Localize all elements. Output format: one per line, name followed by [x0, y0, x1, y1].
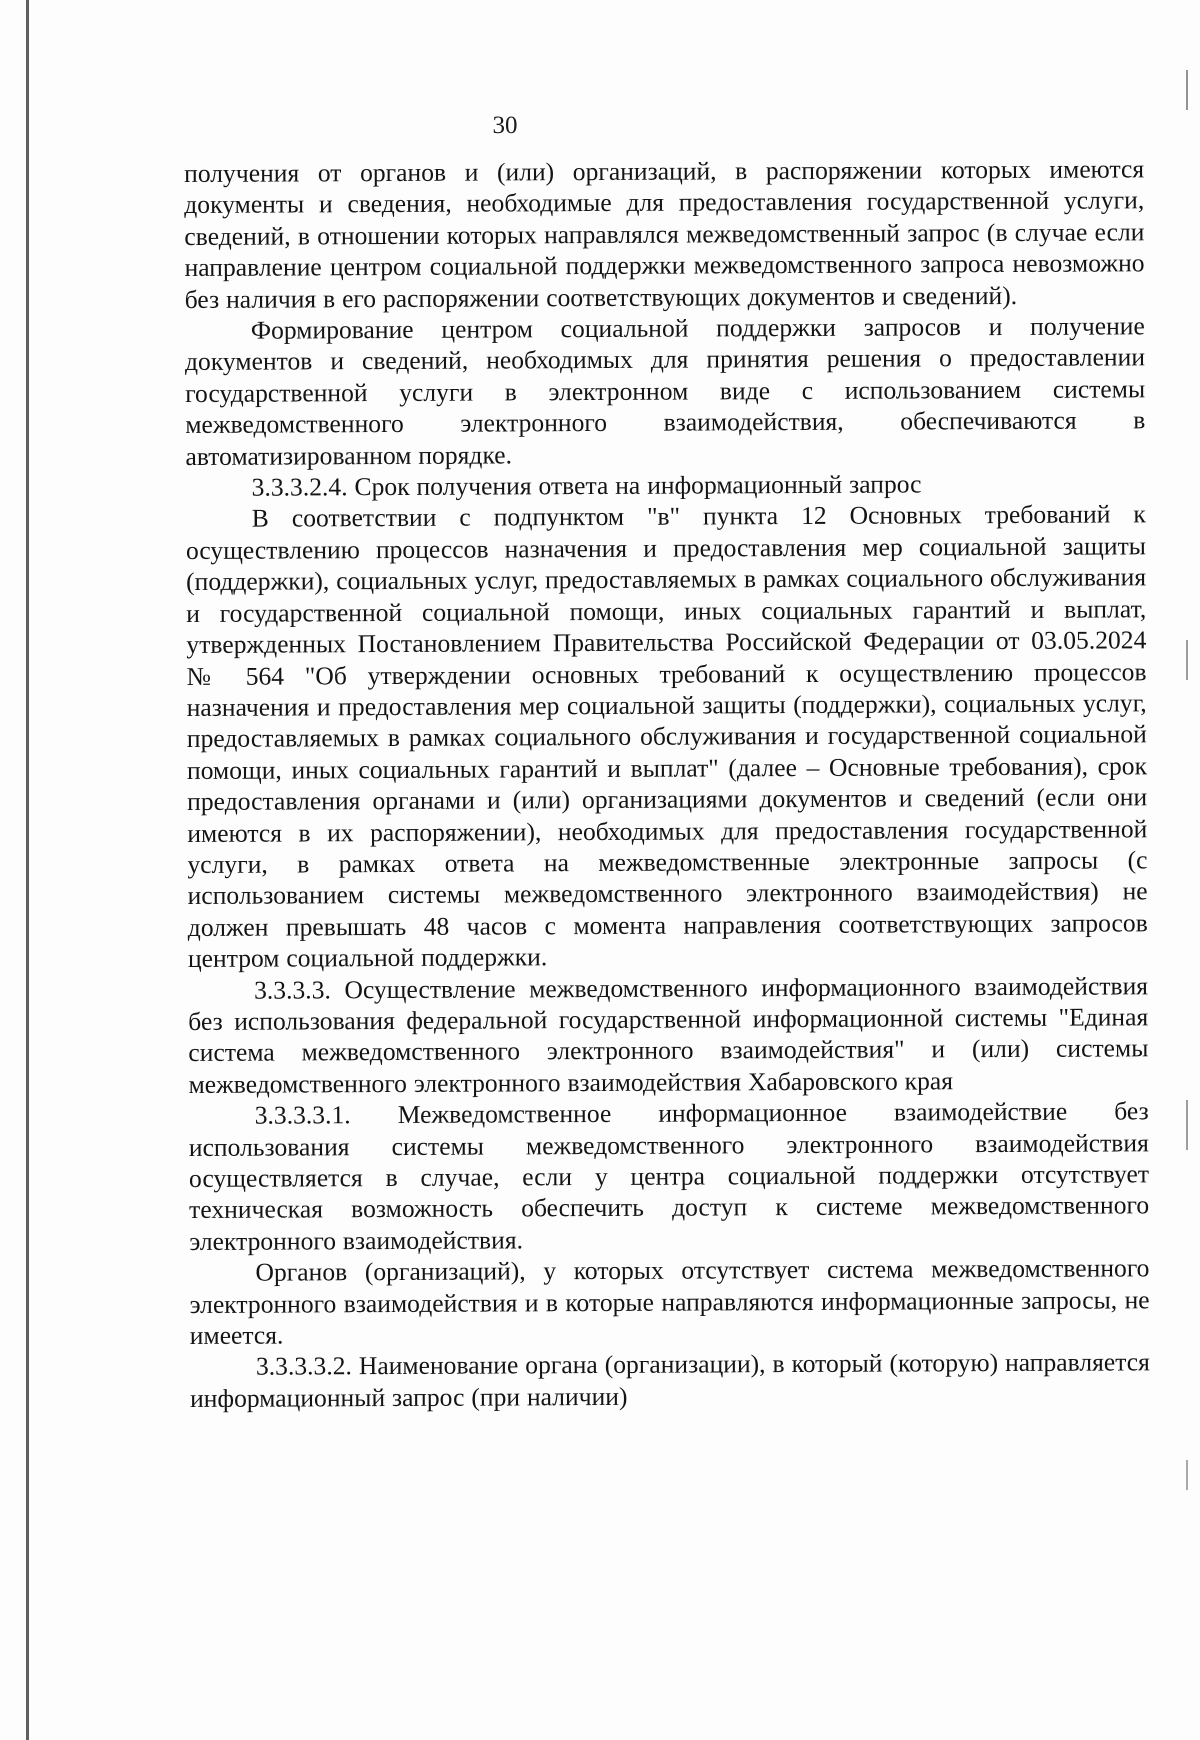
page-number: 30: [492, 112, 518, 139]
scan-edge-right-top: [1186, 70, 1188, 110]
section-heading: 3.3.3.3. Осуществление межведомственного информационного взаимодействия без использования федеральной государственной информационной системы "Единая система межведомственного электронного взаимодействия" и (или) системы межведомственного электронного взаимодействия Хабаровского края: [188, 970, 1149, 1099]
paragraph: В соответствии с подпунктом "в" пункта 12 Основных требований к осуществлению процессов назначения и предоставления мер социальной защиты (поддержки), социальных услуг, предоставляемых в рамках социального обслуживания и государственной социальной помощи, иных социальных гарантий и выплат, утвержденных Постановлением Правительства Российской Федерации от 03.05.2024 № 564 "Об утверждении основных требований к осуществлению процессов назначения и предоставления мер социальной защиты (поддержки), социальных услуг, предоставляемых в рамках социального обслуживания и государственной социальной помощи, иных социальных гарантий и выплат" (далее – Основные требования), срок предоставления органами и (или) организациями документов и сведений (если они имеются в их распоряжении), необходимых для предоставления государственной услуги, в рамках ответа на межведомственные электронные запросы (с использованием системы межведомственного электронного взаимодействия) не должен превышать 48 часов с момента направления соответствующих запросов центром социальной поддержки.: [185, 499, 1148, 974]
section-heading: 3.3.3.3.2. Наименование органа (организации), в который (которую) направляется информационный запрос (при наличии): [189, 1347, 1150, 1413]
section-heading: 3.3.3.2.4. Срок получения ответа на информационный запрос: [251, 469, 922, 502]
scan-edge-right-low: [1186, 1100, 1188, 1150]
scan-edge-right-bottom: [1186, 1460, 1188, 1490]
paragraph: Формирование центром социальной поддержки запросов и получение документов и сведений, необходимых для принятия решения о предоставлении государственной услуги в электронном виде с использованием системы межведомственного электронного взаимодействия, обеспечиваются в автоматизированном порядке.: [184, 311, 1146, 471]
paragraph: 3.3.3.3.1. Межведомственное информационное взаимодействие без использования системы межведомственного электронного взаимодействия осуществляется в случае, если у центра социальной поддержки отсутствует техническая возможность обеспечить доступ к системе межведомственного электронного взаимодействия.: [188, 1096, 1150, 1256]
scan-edge-right-mid: [1186, 640, 1188, 680]
paragraph: Органов (организаций), у которых отсутствует система межведомственного электронного взаимодействия и в которые направляются информационные запросы, не имеется.: [189, 1253, 1150, 1351]
scan-edge-left: [26, 0, 29, 1740]
paragraph: получения от органов и (или) организаций, в распоряжении которых имеются документы и сведения, необходимые для предоставления государственной услуги, сведений, в отношении которых направлялся межведомственный запрос (в случае если направление центром социальной поддержки межведомственного запроса невозможно без наличия в его распоряжении соответствующих документов и сведений).: [184, 154, 1145, 314]
document-body: [184, 153, 1150, 1414]
